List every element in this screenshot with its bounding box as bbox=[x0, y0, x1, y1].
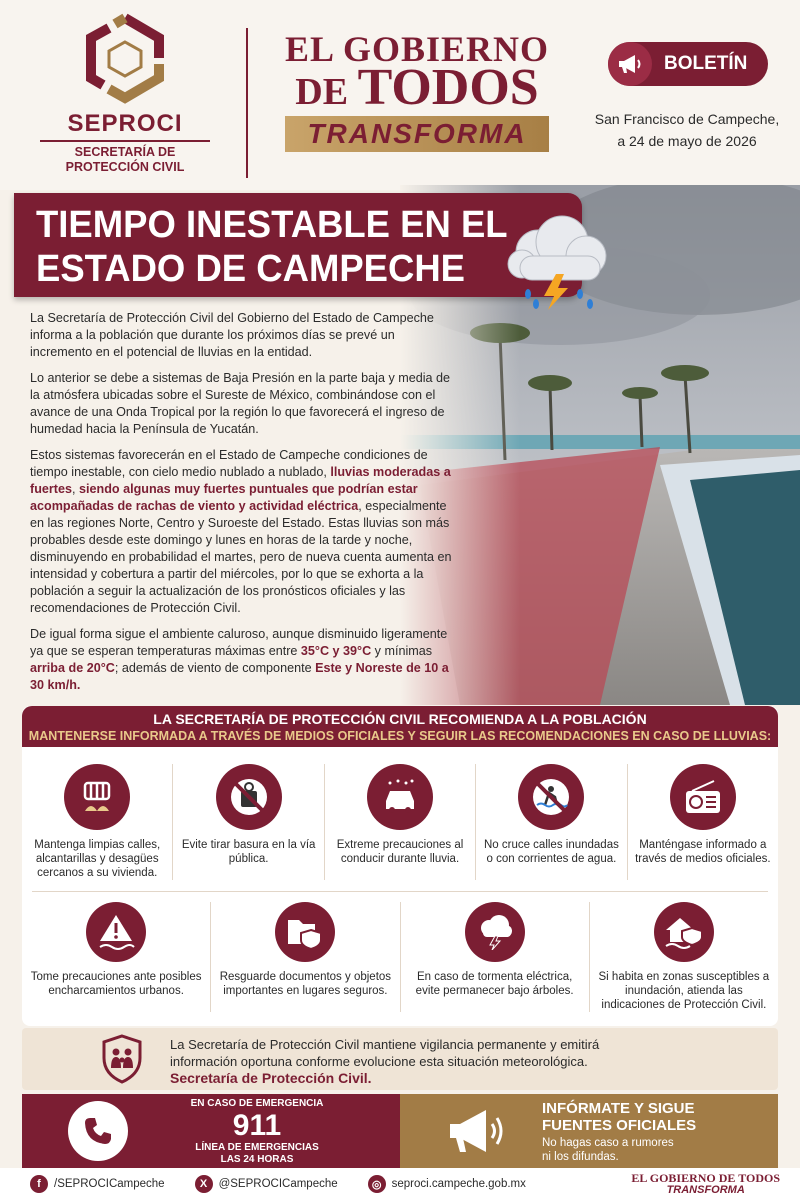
place-line: San Francisco de Campeche, bbox=[594, 111, 780, 127]
website-link[interactable] bbox=[368, 1175, 526, 1193]
recommendation-item bbox=[590, 902, 778, 1012]
megaphone-icon bbox=[608, 42, 652, 86]
recommendation-text: Manténgase informado a través de medios oficiales. bbox=[635, 839, 771, 865]
seproci-logo bbox=[40, 12, 210, 177]
phone-icon bbox=[68, 1101, 128, 1161]
slogan-transform: TRANSFORMA bbox=[285, 116, 548, 152]
bulletin-badge bbox=[608, 42, 768, 86]
p4-highlight-3: Este y Noreste de 10 a 30 km/h. bbox=[30, 661, 449, 692]
emergency-number[interactable]: 911 bbox=[232, 1109, 282, 1142]
recommendation-text: Si habita en zonas susceptibles a inundación, atienda las indicaciones de Protección Civil. bbox=[598, 971, 770, 1011]
recommendation-item bbox=[401, 902, 590, 1012]
recommendation-text: No cruce calles inundadas o con corrientes de agua. bbox=[483, 839, 619, 865]
footer-gov-logo bbox=[631, 1172, 780, 1196]
brand-subtitle-2: PROTECCIÓN CIVIL bbox=[65, 160, 185, 174]
footer-gov-transform: TRANSFORMA bbox=[666, 1184, 745, 1196]
header-divider bbox=[246, 28, 248, 178]
headline-line1: TIEMPO INESTABLE EN EL bbox=[36, 204, 508, 246]
p3-highlight-1: lluvias moderadas a fuertes bbox=[30, 465, 451, 496]
x-link[interactable] bbox=[195, 1175, 338, 1193]
recommendation-item bbox=[22, 902, 211, 1012]
slogan-de: DE bbox=[295, 71, 358, 113]
footer-gov-text: EL GOBIERNO DE TODOS bbox=[631, 1171, 780, 1185]
recommendation-text: Extreme precauciones al conducir durante lluvia. bbox=[336, 839, 464, 865]
recommendations-subtitle: MANTENERSE INFORMADA A TRAVÉS DE MEDIOS OFICIALES Y SEGUIR LAS RECOMENDACIONES EN CASO DE LLUVIAS: bbox=[28, 729, 772, 743]
brand-subtitle-1: SECRETARÍA DE bbox=[74, 145, 176, 159]
family-shield-icon bbox=[100, 1034, 144, 1089]
storm-cloud-icon bbox=[500, 212, 615, 317]
recommendations-panel bbox=[22, 706, 778, 1026]
paragraph-2: Lo anterior se debe a sistemas de Baja Presión en la parte baja y media de la atmósfera ubicadas sobre el Sureste de México, combinándose con el avance de una Onda Tropical por la región lo que favorecerá el ingreso de humedad hacia la Península de Yucatán. bbox=[30, 371, 451, 436]
paragraph-1: La Secretaría de Protección Civil del Gobierno del Estado de Campeche informa a la población que durante los próximos días se prevé un incremento en el potencial de lluvias en la entidad. bbox=[30, 311, 434, 359]
recommendations-title: LA SECRETARÍA DE PROTECCIÓN CIVIL RECOMIENDA A LA POBLACIÓN bbox=[153, 711, 647, 727]
recommendation-text: En caso de tormenta eléctrica, evite permanecer bajo árboles. bbox=[415, 971, 574, 997]
headline-line2: ESTADO DE CAMPECHE bbox=[36, 248, 466, 290]
recommendation-text: Mantenga limpias calles, alcantarillas y desagües cercanos a su vivienda. bbox=[34, 839, 161, 879]
x-icon: X bbox=[195, 1175, 213, 1193]
p3-text-a: Estos sistemas favorecerán en el Estado de Campeche condiciones de tiempo inestable, con cielo medio nublado a nublado, bbox=[30, 448, 428, 479]
notice-line2: información oportuna conforme evolucione esta situación meteorológica. bbox=[170, 1054, 588, 1069]
p4-highlight-2: arriba de 20°C bbox=[30, 661, 115, 675]
headline-text bbox=[36, 203, 508, 291]
notice-line1: La Secretaría de Protección Civil mantiene vigilancia permanente y emitirá bbox=[170, 1037, 600, 1052]
facebook-handle: /SEPROCICampeche bbox=[54, 1178, 165, 1190]
bulletin-label: BOLETÍN bbox=[664, 53, 748, 74]
no-crossing-flood-icon bbox=[518, 764, 584, 830]
drain-leaves-icon bbox=[64, 764, 130, 830]
government-slogan bbox=[262, 30, 572, 152]
rec-divider bbox=[32, 891, 768, 892]
flood-warning-icon bbox=[86, 902, 146, 962]
notice-signature: Secretaría de Protección Civil. bbox=[170, 1070, 372, 1086]
recommendation-item bbox=[476, 764, 627, 880]
emergency-line2: LAS 24 HORAS bbox=[220, 1154, 294, 1165]
paragraph-3 bbox=[30, 447, 460, 617]
recommendation-text: Evite tirar basura en la vía pública. bbox=[181, 839, 316, 865]
folder-shield-icon bbox=[275, 902, 335, 962]
radio-icon bbox=[670, 764, 736, 830]
megaphone-icon bbox=[444, 1102, 508, 1165]
footer bbox=[0, 1168, 800, 1200]
p3-text-b: , bbox=[72, 482, 79, 496]
emergency-line1: LÍNEA DE EMERGENCIAS bbox=[195, 1142, 319, 1153]
p3-text-c: , especialmente en las regiones Norte, Centro y Suroeste del Estado. Estas lluvias son más probables desde este domingo y lunes en horas de la tarde y noche, disminuyendo en probabilidad el martes, pero de nueva cuenta aumenta en intensidad y cobertura a partir del miércoles, por lo que se exhorta a la población a seguir la actualización de los pronósticos oficiales y las recomendaciones de Protección Civil. bbox=[30, 499, 452, 615]
headline bbox=[14, 193, 582, 297]
recommendation-item bbox=[173, 764, 324, 880]
recommendations-header bbox=[22, 706, 778, 747]
no-trash-icon bbox=[216, 764, 282, 830]
date-line: a 24 de mayo de 2026 bbox=[617, 133, 757, 149]
recommendation-text: Resguarde documentos y objetos importantes en lugares seguros. bbox=[219, 971, 392, 997]
p4-highlight-1: 35°C y 39°C bbox=[300, 644, 372, 658]
house-flood-icon bbox=[654, 902, 714, 962]
vigilance-notice bbox=[22, 1028, 778, 1090]
car-rain-icon bbox=[367, 764, 433, 830]
info-title-1: INFÓRMATE Y SIGUE bbox=[542, 1100, 695, 1117]
x-handle: @SEPROCICampeche bbox=[218, 1178, 338, 1190]
p4-text-a: De igual forma sigue el ambiente caluroso, aunque disminuido ligeramente ya que se esperan temperaturas máximas entre bbox=[30, 627, 448, 658]
emergency-label: EN CASO DE EMERGENCIA bbox=[190, 1098, 324, 1109]
place-date bbox=[592, 108, 782, 152]
paragraph-4 bbox=[30, 626, 460, 694]
notice-text bbox=[170, 1036, 599, 1087]
official-sources-box bbox=[400, 1094, 778, 1168]
recommendations-row-1 bbox=[22, 764, 778, 880]
bulletin-body bbox=[30, 310, 460, 703]
seproci-emblem-icon bbox=[79, 12, 171, 104]
slogan-todos: TODOS bbox=[357, 59, 539, 116]
p4-text-b: y mínimas bbox=[371, 644, 433, 658]
emergency-box bbox=[22, 1094, 400, 1168]
recommendation-item bbox=[211, 902, 400, 1012]
slogan-line1: EL GOBIERNO bbox=[284, 29, 550, 69]
p3-highlight-2: siendo algunas muy fuertes puntuales que podrían estar acompañadas de rachas de viento y actividad eléctrica bbox=[30, 482, 418, 513]
emergency-text bbox=[172, 1098, 342, 1166]
header bbox=[0, 0, 800, 190]
recommendation-text: Tome precauciones ante posibles encharcamientos urbanos. bbox=[30, 971, 202, 997]
info-sub-1: No hagas caso a rumores bbox=[542, 1137, 674, 1149]
globe-icon: ◎ bbox=[368, 1175, 386, 1193]
official-sources-text bbox=[542, 1100, 696, 1164]
slogan-line2 bbox=[262, 59, 572, 116]
recommendations-row-2 bbox=[22, 902, 778, 1012]
recommendation-item bbox=[325, 764, 476, 880]
website-url: seproci.campeche.gob.mx bbox=[391, 1178, 526, 1190]
thunder-cloud-icon bbox=[465, 902, 525, 962]
recommendation-item bbox=[22, 764, 173, 880]
info-title-2: FUENTES OFICIALES bbox=[542, 1117, 697, 1134]
brand-name: SEPROCI bbox=[40, 110, 210, 142]
info-sub-2: ni los difundas. bbox=[542, 1151, 619, 1163]
p4-text-c: ; además de viento de componente bbox=[114, 661, 316, 675]
facebook-icon: f bbox=[30, 1175, 48, 1193]
recommendation-item bbox=[628, 764, 778, 880]
facebook-link[interactable] bbox=[30, 1175, 165, 1193]
